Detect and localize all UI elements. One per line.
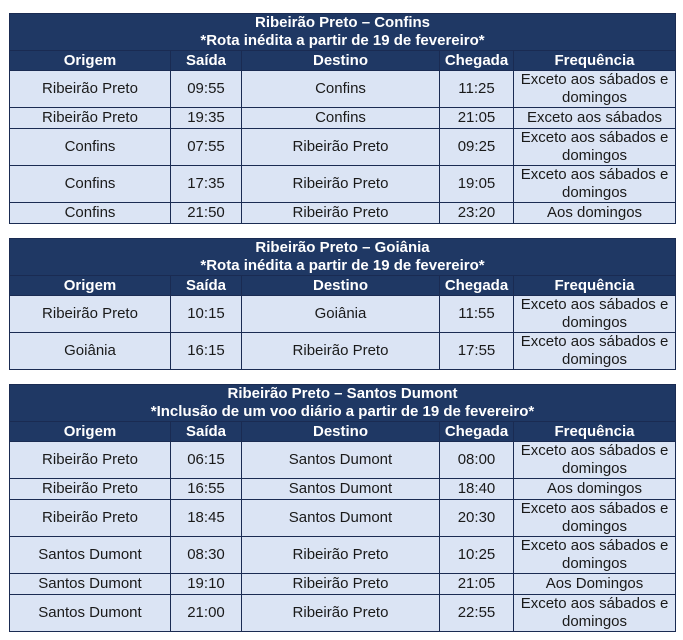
column-header-frequency: Frequência <box>514 422 676 442</box>
destination-cell: Ribeirão Preto <box>242 595 440 632</box>
route-subtitle: *Rota inédita a partir de 19 de fevereiro* <box>200 32 485 49</box>
departure-cell: 19:35 <box>171 108 242 129</box>
frequency-cell: Exceto aos sábados e domingos <box>514 595 676 632</box>
column-header-destination: Destino <box>242 422 440 442</box>
arrival-cell: 08:00 <box>440 442 514 479</box>
column-header-arrival: Chegada <box>440 276 514 296</box>
column-header-frequency: Frequência <box>514 51 676 71</box>
destination-cell: Confins <box>242 71 440 108</box>
column-header-destination: Destino <box>242 276 440 296</box>
origin-cell: Ribeirão Preto <box>10 500 171 537</box>
column-header-origin: Origem <box>10 51 171 71</box>
table-row <box>10 71 676 108</box>
frequency-cell: Exceto aos sábados e domingos <box>514 333 676 370</box>
arrival-cell: 22:55 <box>440 595 514 632</box>
arrival-cell: 10:25 <box>440 537 514 574</box>
frequency-cell: Exceto aos sábados e domingos <box>514 129 676 166</box>
column-header-row <box>10 422 676 442</box>
column-header-departure: Saída <box>171 51 242 71</box>
column-header-arrival: Chegada <box>440 422 514 442</box>
destination-cell: Ribeirão Preto <box>242 333 440 370</box>
column-header-frequency: Frequência <box>514 276 676 296</box>
route-title-row <box>10 385 676 422</box>
column-header-row <box>10 51 676 71</box>
route-title: Ribeirão Preto – Goiânia <box>255 239 430 256</box>
table-row <box>10 333 676 370</box>
table-row <box>10 442 676 479</box>
destination-cell: Ribeirão Preto <box>242 203 440 224</box>
arrival-cell: 17:55 <box>440 333 514 370</box>
column-header-destination: Destino <box>242 51 440 71</box>
frequency-cell: Exceto aos sábados e domingos <box>514 166 676 203</box>
frequency-cell: Exceto aos sábados e domingos <box>514 442 676 479</box>
route-title-row <box>10 14 676 51</box>
destination-cell: Ribeirão Preto <box>242 574 440 595</box>
departure-cell: 06:15 <box>171 442 242 479</box>
destination-cell: Santos Dumont <box>242 479 440 500</box>
frequency-cell: Exceto aos sábados <box>514 108 676 129</box>
arrival-cell: 23:20 <box>440 203 514 224</box>
table-spacer <box>9 224 675 238</box>
frequency-cell: Exceto aos sábados e domingos <box>514 296 676 333</box>
table-row <box>10 574 676 595</box>
destination-cell: Ribeirão Preto <box>242 537 440 574</box>
departure-cell: 07:55 <box>171 129 242 166</box>
table-row <box>10 129 676 166</box>
arrival-cell: 11:55 <box>440 296 514 333</box>
route-table <box>9 384 676 632</box>
departure-cell: 09:55 <box>171 71 242 108</box>
column-header-departure: Saída <box>171 422 242 442</box>
frequency-cell: Aos domingos <box>514 203 676 224</box>
departure-cell: 10:15 <box>171 296 242 333</box>
table-row <box>10 595 676 632</box>
destination-cell: Ribeirão Preto <box>242 166 440 203</box>
departure-cell: 18:45 <box>171 500 242 537</box>
destination-cell: Santos Dumont <box>242 500 440 537</box>
frequency-cell: Aos Domingos <box>514 574 676 595</box>
departure-cell: 16:15 <box>171 333 242 370</box>
departure-cell: 21:00 <box>171 595 242 632</box>
arrival-cell: 21:05 <box>440 108 514 129</box>
origin-cell: Santos Dumont <box>10 595 171 632</box>
table-spacer <box>9 370 675 384</box>
departure-cell: 16:55 <box>171 479 242 500</box>
table-row <box>10 166 676 203</box>
arrival-cell: 19:05 <box>440 166 514 203</box>
table-row <box>10 500 676 537</box>
route-subtitle: *Inclusão de um voo diário a partir de 19 de fevereiro* <box>150 403 535 420</box>
origin-cell: Santos Dumont <box>10 574 171 595</box>
route-title: Ribeirão Preto – Santos Dumont <box>227 385 458 402</box>
column-header-origin: Origem <box>10 422 171 442</box>
route-table <box>9 238 676 370</box>
route-title: Ribeirão Preto – Confins <box>255 14 431 31</box>
destination-cell: Goiânia <box>242 296 440 333</box>
frequency-cell: Aos domingos <box>514 479 676 500</box>
departure-cell: 21:50 <box>171 203 242 224</box>
table-row <box>10 296 676 333</box>
origin-cell: Ribeirão Preto <box>10 442 171 479</box>
route-title-row <box>10 239 676 276</box>
route-subtitle: *Rota inédita a partir de 19 de fevereiro* <box>200 257 485 274</box>
arrival-cell: 21:05 <box>440 574 514 595</box>
column-header-departure: Saída <box>171 276 242 296</box>
arrival-cell: 09:25 <box>440 129 514 166</box>
destination-cell: Confins <box>242 108 440 129</box>
frequency-cell: Exceto aos sábados e domingos <box>514 71 676 108</box>
schedule-document <box>9 13 675 632</box>
table-row <box>10 108 676 129</box>
origin-cell: Ribeirão Preto <box>10 296 171 333</box>
frequency-cell: Exceto aos sábados e domingos <box>514 500 676 537</box>
origin-cell: Ribeirão Preto <box>10 479 171 500</box>
origin-cell: Goiânia <box>10 333 171 370</box>
origin-cell: Confins <box>10 129 171 166</box>
route-title-cell <box>10 239 676 276</box>
origin-cell: Ribeirão Preto <box>10 71 171 108</box>
frequency-cell: Exceto aos sábados e domingos <box>514 537 676 574</box>
route-title-cell <box>10 385 676 422</box>
origin-cell: Santos Dumont <box>10 537 171 574</box>
column-header-row <box>10 276 676 296</box>
origin-cell: Confins <box>10 166 171 203</box>
arrival-cell: 11:25 <box>440 71 514 108</box>
destination-cell: Santos Dumont <box>242 442 440 479</box>
table-row <box>10 203 676 224</box>
route-title-cell <box>10 14 676 51</box>
departure-cell: 17:35 <box>171 166 242 203</box>
column-header-origin: Origem <box>10 276 171 296</box>
arrival-cell: 20:30 <box>440 500 514 537</box>
route-table <box>9 13 676 224</box>
arrival-cell: 18:40 <box>440 479 514 500</box>
departure-cell: 19:10 <box>171 574 242 595</box>
departure-cell: 08:30 <box>171 537 242 574</box>
column-header-arrival: Chegada <box>440 51 514 71</box>
destination-cell: Ribeirão Preto <box>242 129 440 166</box>
table-row <box>10 479 676 500</box>
origin-cell: Ribeirão Preto <box>10 108 171 129</box>
table-row <box>10 537 676 574</box>
origin-cell: Confins <box>10 203 171 224</box>
